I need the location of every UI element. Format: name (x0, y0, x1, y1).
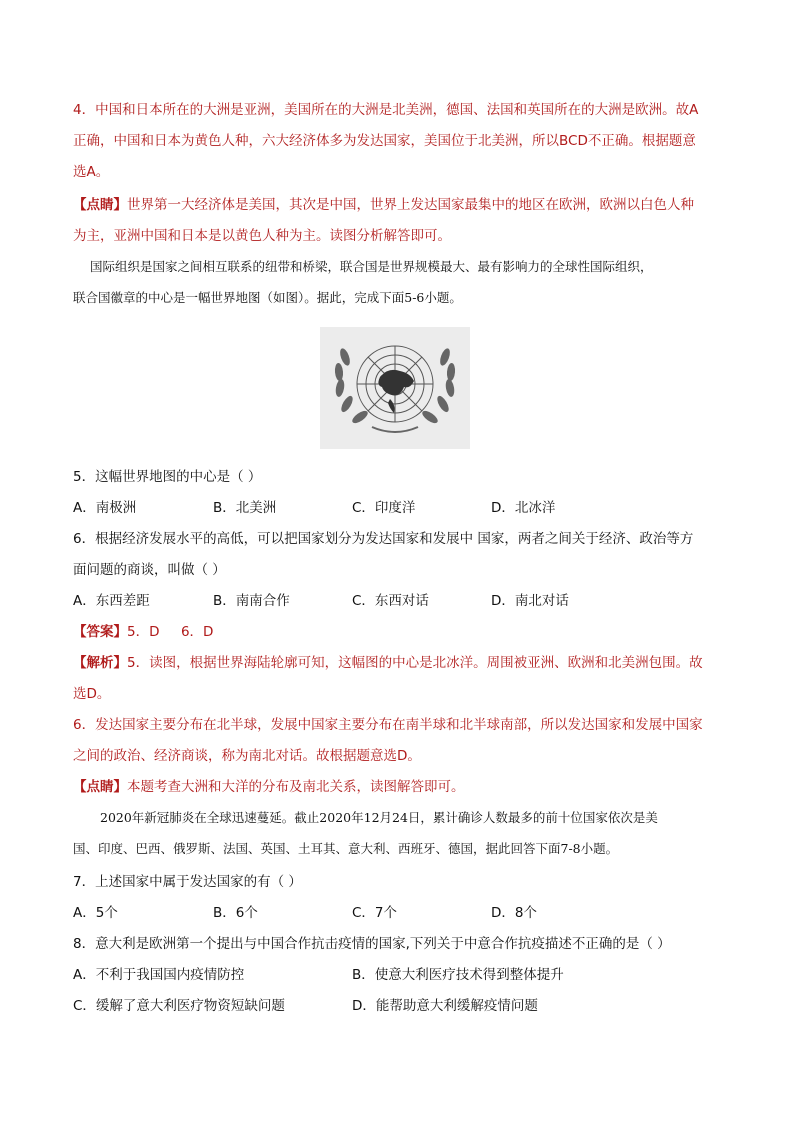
q7-option-a: A．5个 (73, 905, 118, 921)
analysis-tag: 【解析】 (73, 655, 127, 671)
explanation-q4-line1: 4．中国和日本所在的大洲是亚洲，美国所在的大洲是北美洲，德国、法国和英国所在的大洲是欧洲。故A (73, 102, 699, 118)
question-8-stem: 8．意大利是欧洲第一个提出与中国合作抗击疫情的国家,下列关于中意合作抗疫描述不正确的是（ ） (73, 936, 671, 952)
question-6-line1: 6．根据经济发展水平的高低，可以把国家划分为发达国家和发展中 国家，两者之间关于经济、政治等方 (73, 531, 694, 547)
question-5-stem: 5．这幅世界地图的中心是（ ） (73, 469, 262, 485)
analysis-line2: 选D。 (73, 686, 111, 702)
comment-2-text: 本题考查大洲和大洋的分布及南北关系，读图解答即可。 (127, 779, 465, 795)
material-2-line1: 2020年新冠肺炎在全球迅速蔓延。截止2020年12月24日，累计确诊人数最多的前十位国家依次是美 (100, 810, 658, 825)
q8-option-b: B．使意大利医疗技术得到整体提升 (352, 967, 564, 983)
q6-option-b: B．南南合作 (213, 593, 290, 609)
q8-option-a: A．不利于我国国内疫情防控 (73, 967, 245, 983)
un-emblem-icon (320, 327, 470, 449)
q7-option-c: C．7个 (352, 905, 398, 921)
question-6-line2: 面问题的商谈，叫做（ ） (73, 562, 226, 578)
answer-text: 5．D 6．D (127, 624, 214, 640)
material-1-line2: 联合国徽章的中心是一幅世界地图（如图）。据此，完成下面5-6小题。 (73, 290, 462, 305)
q5-option-a: A．南极洲 (73, 500, 137, 516)
q5-option-c: C．印度洋 (352, 500, 416, 516)
q8-option-c: C．缓解了意大利医疗物资短缺问题 (73, 998, 285, 1014)
analysis-text-1: 5．读图，根据世界海陆轮廓可知，这幅图的中心是北冰洋。周围被亚洲、欧洲和北美洲包围。故 (127, 655, 703, 671)
analysis-line3: 6．发达国家主要分布在北半球，发展中国家主要分布在南半球和北半球南部，所以发达国家和发展中国家 (73, 717, 703, 733)
comment-1-line2: 为主，亚洲中国和日本是以黄色人种为主。读图分析解答即可。 (73, 228, 451, 244)
material-1-line1: 国际组织是国家之间相互联系的纽带和桥梁，联合国是世界规模最大、最有影响力的全球性国际组织， (90, 259, 653, 274)
q7-option-b: B．6个 (213, 905, 258, 921)
explanation-q4-line3: 选A。 (73, 164, 110, 180)
q5-option-d: D．北冰洋 (491, 500, 556, 516)
analysis-line4: 之间的政治、经济商谈，称为南北对话。故根据题意选D。 (73, 748, 421, 764)
comment-1-line1 (73, 195, 694, 215)
q6-option-c: C．东西对话 (352, 593, 429, 609)
q7-option-d: D．8个 (491, 905, 537, 921)
q5-option-b: B．北美洲 (213, 500, 277, 516)
comment-2-tag: 【点睛】 (73, 779, 127, 795)
answer-tag: 【答案】 (73, 624, 127, 640)
material-2-line2: 国、印度、巴西、俄罗斯、法国、英国、土耳其、意大利、西班牙、德国，据此回答下面7-8小题。 (73, 841, 619, 856)
q6-option-a: A．东西差距 (73, 593, 150, 609)
q6-option-d: D．南北对话 (491, 593, 569, 609)
explanation-q4-line2: 正确，中国和日本为黄色人种，六大经济体多为发达国家，美国位于北美洲，所以BCD不正确。根据题意 (73, 133, 696, 149)
comment-2-line (73, 777, 465, 797)
question-7-stem: 7．上述国家中属于发达国家的有（ ） (73, 874, 302, 890)
analysis-line1 (73, 653, 703, 673)
comment-1-text: 世界第一大经济体是美国，其次是中国，世界上发达国家最集中的地区在欧洲，欧洲以白色人种 (127, 197, 694, 213)
answer-line (73, 622, 213, 642)
q8-option-d: D．能帮助意大利缓解疫情问题 (352, 998, 538, 1014)
comment-tag: 【点睛】 (73, 197, 127, 213)
